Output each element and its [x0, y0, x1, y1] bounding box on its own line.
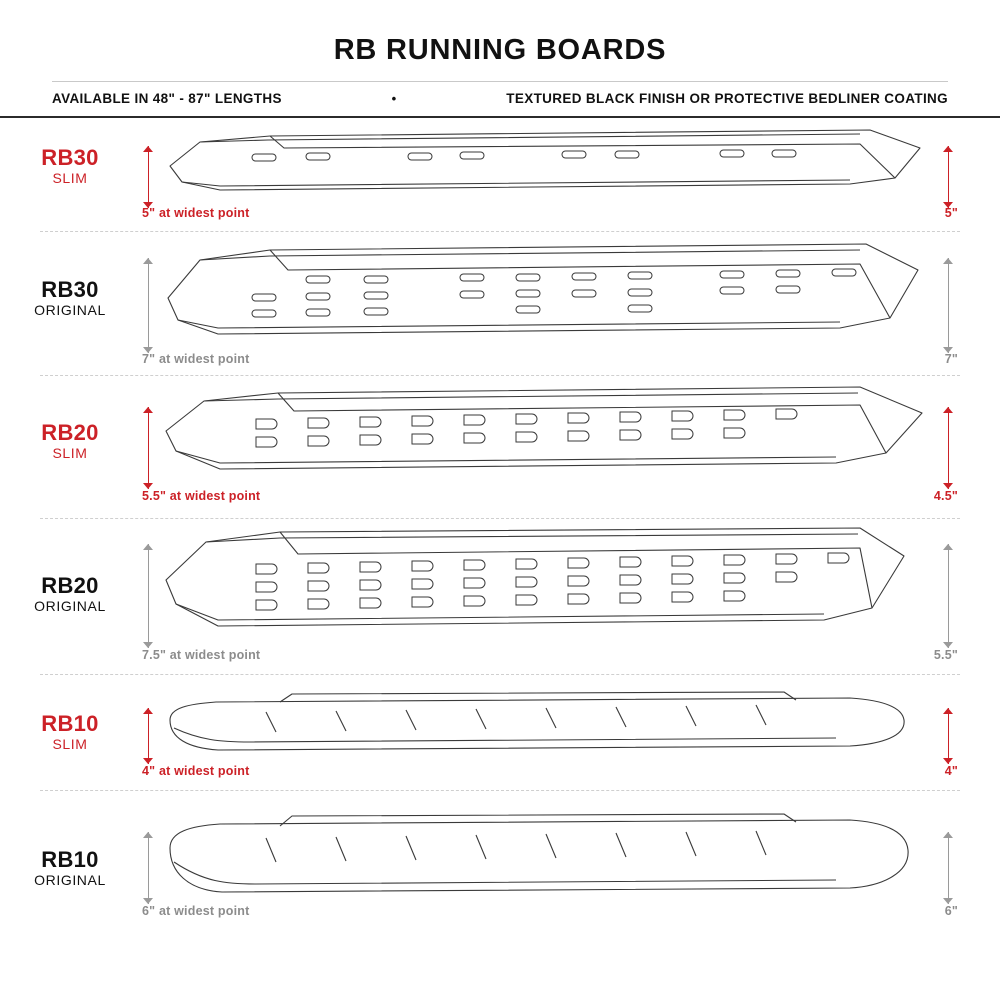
row-divider	[40, 231, 960, 232]
width-label-left: 7.5" at widest point	[142, 648, 261, 662]
model-name: RB30	[41, 277, 99, 302]
board-illustration-rb10-original	[160, 810, 940, 940]
model-name: RB10	[41, 711, 99, 736]
model-name: RB30	[41, 145, 99, 170]
width-label-right: 4"	[944, 764, 958, 778]
title-divider	[52, 81, 948, 82]
width-label-right: 6"	[944, 904, 958, 918]
subtitle	[52, 91, 948, 106]
row-label-rb20-original	[0, 574, 140, 617]
dimension-arrow-right	[942, 544, 956, 648]
row-label-rb30-original	[0, 278, 140, 321]
dimension-arrow-left	[142, 544, 156, 648]
board-rows	[0, 118, 1000, 940]
header	[0, 0, 1000, 118]
board-illustration-rb30-original	[160, 236, 940, 379]
width-label-left: 7" at widest point	[142, 352, 250, 366]
board-row	[0, 522, 1000, 680]
subtitle-finish: TEXTURED BLACK FINISH OR PROTECTIVE BEDLINER COATING	[506, 91, 948, 106]
board-row	[0, 236, 1000, 379]
row-label-rb20-slim	[0, 421, 140, 464]
dimension-arrow-left	[142, 832, 156, 904]
width-label-right: 4.5"	[933, 489, 958, 503]
model-name: RB20	[41, 420, 99, 445]
board-illustration-rb20-original	[160, 522, 940, 680]
dimension-arrow-left	[142, 708, 156, 764]
width-label-left: 6" at widest point	[142, 904, 250, 918]
variant-name: ORIGINAL	[34, 302, 106, 319]
board-row	[0, 118, 1000, 236]
dimension-arrow-left	[142, 146, 156, 208]
board-row	[0, 810, 1000, 940]
width-label-left: 5" at widest point	[142, 206, 250, 220]
variant-name: SLIM	[52, 170, 88, 187]
dimension-arrow-left	[142, 258, 156, 353]
model-name: RB20	[41, 573, 99, 598]
dimension-arrow-right	[942, 146, 956, 208]
row-divider	[40, 518, 960, 519]
board-illustration-rb20-slim	[160, 379, 940, 522]
row-label-rb30-slim	[0, 146, 140, 189]
board-illustration-rb30-slim	[160, 118, 940, 236]
width-label-right: 5"	[944, 206, 958, 220]
row-label-rb10-slim	[0, 712, 140, 755]
board-row	[0, 680, 1000, 810]
variant-name: ORIGINAL	[34, 872, 106, 889]
model-name: RB10	[41, 847, 99, 872]
page-title: RB RUNNING BOARDS	[333, 34, 667, 66]
dimension-arrow-right	[942, 832, 956, 904]
subtitle-lengths: AVAILABLE IN 48" - 87" LENGTHS	[52, 91, 282, 106]
dimension-arrow-right	[942, 407, 956, 489]
row-divider	[40, 790, 960, 791]
dimension-arrow-right	[942, 708, 956, 764]
width-label-right: 7"	[944, 352, 958, 366]
row-divider	[40, 674, 960, 675]
dimension-arrow-right	[942, 258, 956, 353]
width-label-left: 5.5" at widest point	[142, 489, 261, 503]
subtitle-separator-dot: •	[391, 91, 397, 106]
variant-name: SLIM	[52, 445, 88, 462]
board-row	[0, 379, 1000, 522]
variant-name: SLIM	[52, 736, 88, 753]
width-label-left: 4" at widest point	[142, 764, 250, 778]
dimension-arrow-left	[142, 407, 156, 489]
width-label-right: 5.5"	[933, 648, 958, 662]
row-label-rb10-original	[0, 848, 140, 891]
row-divider	[40, 375, 960, 376]
variant-name: ORIGINAL	[34, 598, 106, 615]
